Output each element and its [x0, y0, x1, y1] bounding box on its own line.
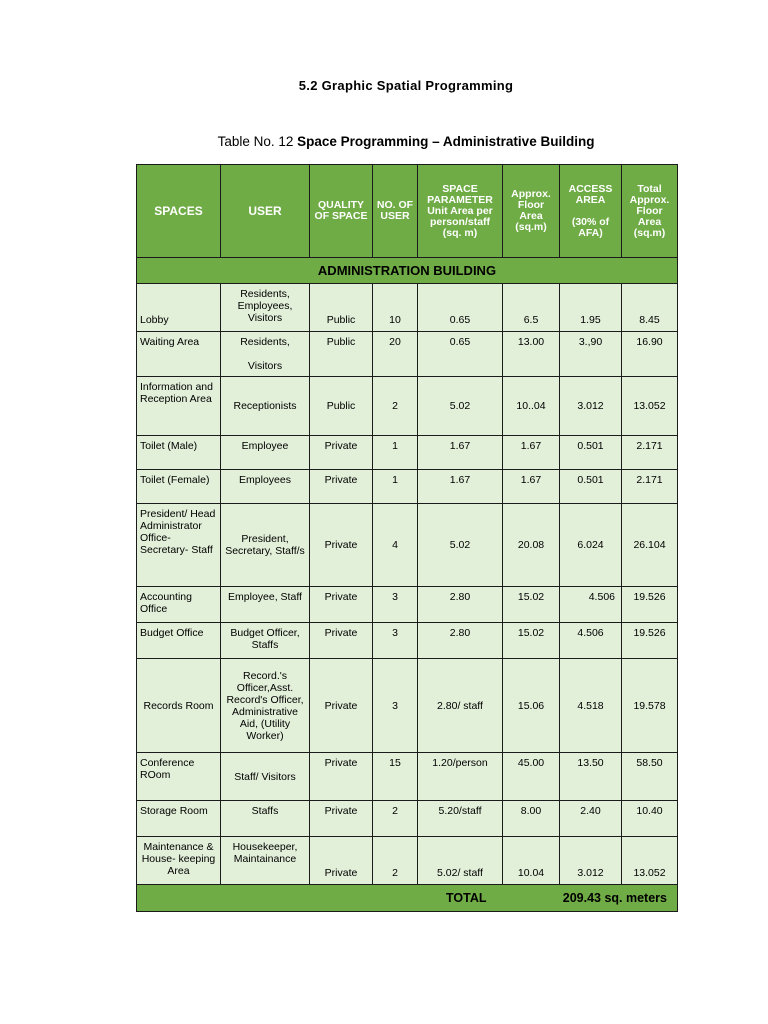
cell-space-parameter: 0.65 [418, 284, 503, 332]
cell-space: Records Room [137, 659, 221, 753]
table-row [137, 470, 678, 504]
cell-user: Staffs [221, 801, 310, 837]
cell-access-area: 1.95 [560, 284, 622, 332]
cell-floor-area: 8.00 [503, 801, 560, 837]
cell-no-of-user: 10 [373, 284, 418, 332]
cell-no-of-user: 4 [373, 504, 418, 587]
cell-space: Toilet (Male) [137, 436, 221, 470]
cell-floor-area: 20.08 [503, 504, 560, 587]
cell-no-of-user: 15 [373, 753, 418, 801]
cell-access-area: 0.501 [560, 470, 622, 504]
cell-no-of-user: 3 [373, 659, 418, 753]
cell-no-of-user: 1 [373, 436, 418, 470]
cell-quality: Public [310, 284, 373, 332]
caption-title: Space Programming – Administrative Building [297, 134, 595, 149]
cell-floor-area: 45.00 [503, 753, 560, 801]
cell-total-area: 8.45 [622, 284, 678, 332]
table-row [137, 659, 678, 753]
section-heading: ADMINISTRATION BUILDING [137, 258, 678, 284]
cell-space-parameter: 1.67 [418, 436, 503, 470]
cell-floor-area: 15.02 [503, 623, 560, 659]
cell-no-of-user: 2 [373, 377, 418, 436]
cell-space: President/ Head Administrator Office- Secretary- Staff [137, 504, 221, 587]
table-row [137, 504, 678, 587]
cell-quality: Private [310, 504, 373, 587]
cell-floor-area: 15.06 [503, 659, 560, 753]
cell-no-of-user: 3 [373, 623, 418, 659]
cell-user: Budget Officer, Staffs [221, 623, 310, 659]
space-programming-table [136, 164, 678, 912]
cell-floor-area: 10.04 [503, 837, 560, 885]
cell-total-area: 2.171 [622, 436, 678, 470]
cell-quality: Private [310, 623, 373, 659]
cell-access-area: 4.506 [560, 587, 622, 623]
cell-quality: Private [310, 837, 373, 885]
table-row [137, 377, 678, 436]
cell-total-area: 2.171 [622, 470, 678, 504]
cell-user: Employees [221, 470, 310, 504]
cell-total-area: 19.526 [622, 623, 678, 659]
cell-quality: Public [310, 377, 373, 436]
cell-space-parameter: 2.80 [418, 623, 503, 659]
cell-space: Lobby [137, 284, 221, 332]
cell-access-area: 0.501 [560, 436, 622, 470]
header-total-area: Total Approx. Floor Area (sq.m) [622, 165, 678, 258]
cell-space-parameter: 1.20/person [418, 753, 503, 801]
cell-access-area: 3.012 [560, 837, 622, 885]
table-row [137, 332, 678, 377]
table-caption [0, 134, 768, 149]
cell-quality: Private [310, 470, 373, 504]
cell-space: Budget Office [137, 623, 221, 659]
cell-space-parameter: 5.02 [418, 377, 503, 436]
cell-access-area: 4.518 [560, 659, 622, 753]
cell-space-parameter: 5.02/ staff [418, 837, 503, 885]
total-value: 209.43 sq. meters [503, 885, 678, 912]
header-access-area [560, 165, 622, 258]
cell-total-area: 13.052 [622, 377, 678, 436]
cell-quality: Private [310, 587, 373, 623]
cell-no-of-user: 1 [373, 470, 418, 504]
cell-space-parameter: 1.67 [418, 470, 503, 504]
cell-space: Conference ROom [137, 753, 221, 801]
cell-user [221, 332, 310, 377]
cell-floor-area: 1.67 [503, 436, 560, 470]
header-spaces: SPACES [137, 165, 221, 258]
cell-access-area: 2.40 [560, 801, 622, 837]
cell-no-of-user: 3 [373, 587, 418, 623]
table-row [137, 436, 678, 470]
cell-total-area: 26.104 [622, 504, 678, 587]
cell-no-of-user: 2 [373, 801, 418, 837]
cell-quality: Private [310, 801, 373, 837]
cell-total-area: 58.50 [622, 753, 678, 801]
cell-access-area: 3.012 [560, 377, 622, 436]
cell-access-area: 13.50 [560, 753, 622, 801]
cell-floor-area: 10..04 [503, 377, 560, 436]
access-area-note: (30% of AFA) [571, 215, 610, 239]
cell-user: Residents, Employees, Visitors [221, 284, 310, 332]
header-quality: QUALITY OF SPACE [310, 165, 373, 258]
table-row [137, 623, 678, 659]
total-row [137, 885, 678, 912]
cell-quality: Private [310, 659, 373, 753]
cell-total-area: 10.40 [622, 801, 678, 837]
cell-space: Accounting Office [137, 587, 221, 623]
cell-user: Employee [221, 436, 310, 470]
cell-quality: Public [310, 332, 373, 377]
cell-total-area: 16.90 [622, 332, 678, 377]
cell-floor-area: 13.00 [503, 332, 560, 377]
table-row [137, 587, 678, 623]
cell-user: Record.'s Officer,Asst. Record's Officer, Administrative Aid, (Utility Worker) [221, 659, 310, 753]
header-floor-area: Approx. Floor Area (sq.m) [503, 165, 560, 258]
header-space-parameter: SPACE PARAMETER Unit Area per person/staff (sq. m) [418, 165, 503, 258]
header-no-of-user: NO. OF USER [373, 165, 418, 258]
cell-floor-area: 6.5 [503, 284, 560, 332]
cell-user: Housekeeper, Maintainance [221, 837, 310, 885]
section-row [137, 258, 678, 284]
table-row [137, 284, 678, 332]
caption-prefix: Table No. 12 [217, 134, 298, 149]
cell-space: Information and Reception Area [137, 377, 221, 436]
cell-access-area: 4.506 [560, 623, 622, 659]
cell-user: Employee, Staff [221, 587, 310, 623]
cell-space: Waiting Area [137, 332, 221, 377]
access-area-label: ACCESS AREA [568, 182, 613, 206]
section-title: 5.2 Graphic Spatial Programming [298, 78, 514, 93]
cell-user-line2: Visitors [247, 360, 283, 372]
cell-total-area: 13.052 [622, 837, 678, 885]
total-label: TOTAL [137, 885, 503, 912]
cell-floor-area: 15.02 [503, 587, 560, 623]
table-row [137, 837, 678, 885]
cell-space: Toilet (Female) [137, 470, 221, 504]
cell-total-area: 19.578 [622, 659, 678, 753]
header-user: USER [221, 165, 310, 258]
cell-quality: Private [310, 436, 373, 470]
cell-quality: Private [310, 753, 373, 801]
cell-floor-area: 1.67 [503, 470, 560, 504]
cell-space-parameter: 2.80 [418, 587, 503, 623]
table-row [137, 801, 678, 837]
table-row [137, 753, 678, 801]
cell-space: Maintenance & House- keeping Area [137, 837, 221, 885]
cell-user: Receptionists [221, 377, 310, 436]
cell-space-parameter: 5.20/staff [418, 801, 503, 837]
cell-space-parameter: 2.80/ staff [418, 659, 503, 753]
cell-no-of-user: 20 [373, 332, 418, 377]
cell-access-area: 6.024 [560, 504, 622, 587]
cell-user: President, Secretary, Staff/s [221, 504, 310, 587]
cell-access-area: 3.,90 [560, 332, 622, 377]
cell-user-line1: Residents, [240, 336, 290, 348]
cell-space-parameter: 0.65 [418, 332, 503, 377]
cell-space: Storage Room [137, 801, 221, 837]
cell-no-of-user: 2 [373, 837, 418, 885]
header-row [137, 165, 678, 258]
cell-total-area: 19.526 [622, 587, 678, 623]
cell-space-parameter: 5.02 [418, 504, 503, 587]
cell-user: Staff/ Visitors [221, 753, 310, 801]
